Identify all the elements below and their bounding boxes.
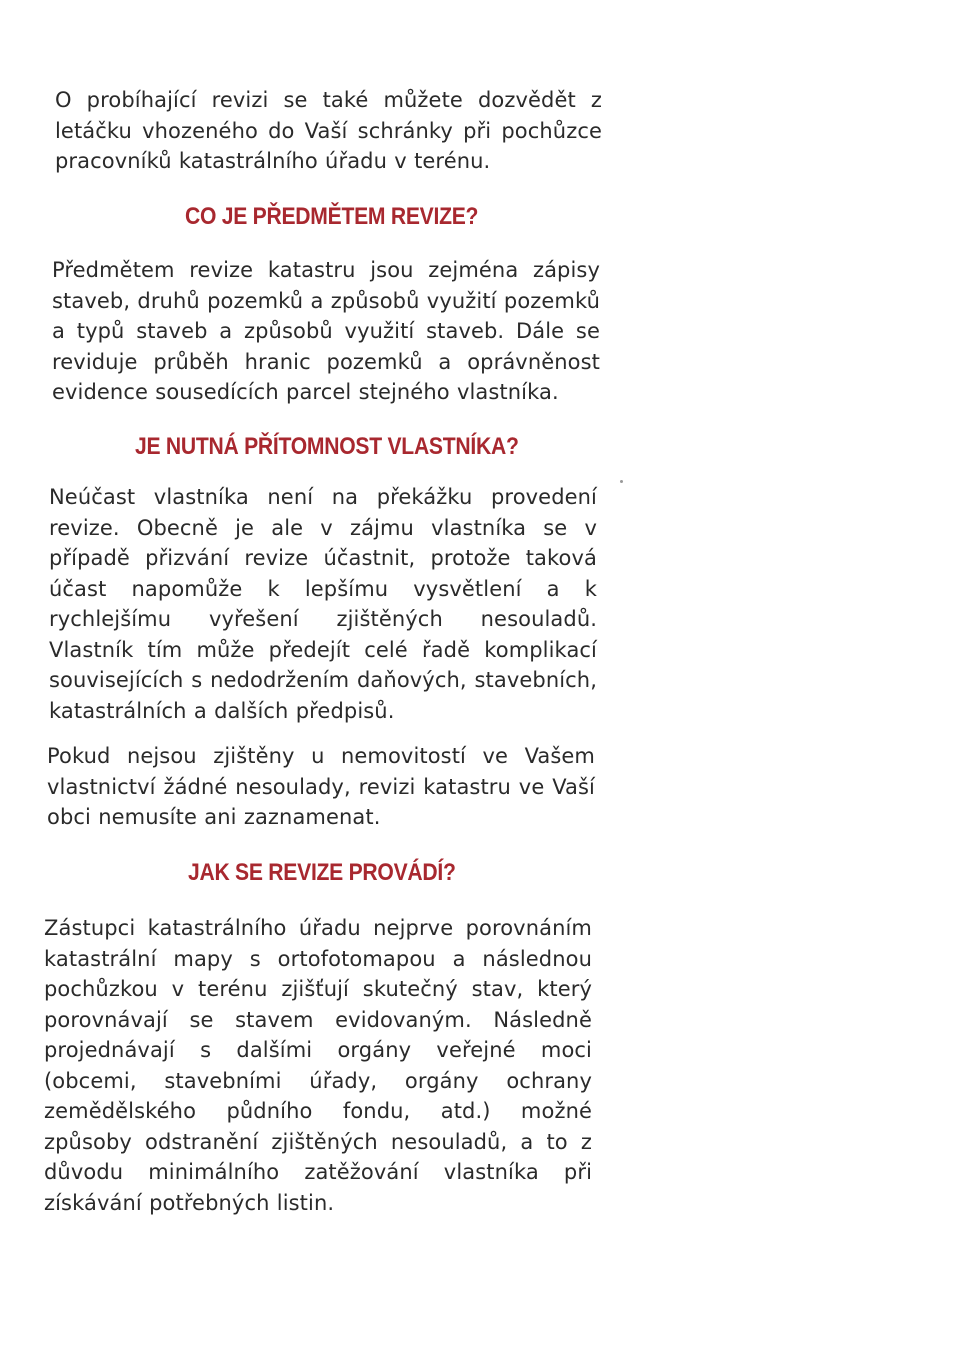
section-heading-procedure: JAK SE REVIZE PROVÁDÍ? bbox=[188, 859, 456, 886]
subject-paragraph: Předmětem revize katastru jsou zejména zápisy staveb, druhů pozemků a způsobů využití pozemků a typů staveb a způsobů využití staveb. Dále se reviduje průběh hranic pozemků a oprávněnost evidence sousedících parcel stejného vlastníka. bbox=[52, 258, 600, 404]
owner-presence-paragraph: Neúčast vlastníka není na překážku provedení revize. Obecně je ale v zájmu vlastníka se v případě přizvání revize účastnit, protože taková účast napomůže k lepšímu vysvětlení a k rychlejšímu vyřešení zjištěných nesouladů. Vlastník tím může předejít celé řadě komplikací souvisejících s nedodržením daňových, stavebních, katastrálních a dalších předpisů. bbox=[49, 485, 597, 723]
section-heading-subject: CO JE PŘEDMĚTEM REVIZE? bbox=[185, 203, 479, 230]
scan-speck bbox=[620, 480, 623, 483]
section-heading-owner-presence: JE NUTNÁ PŘÍTOMNOST VLASTNÍKA? bbox=[135, 433, 519, 460]
no-discrepancy-paragraph: Pokud nejsou zjištěny u nemovitostí ve Vašem vlastnictví žádné nesoulady, revizi katastru ve Vaší obci nemusíte ani zaznamenat. bbox=[47, 744, 595, 829]
procedure-paragraph: Zástupci katastrálního úřadu nejprve porovnáním katastrální mapy s ortofotomapou a následnou pochůzkou v terénu zjišťují skutečný stav, který porovnávají se stavem evidovaným. Následně projednávají s dalšími orgány veřejné moci (obcemi, stavebními úřady, orgány ochrany zemědělského půdního fondu, atd.) možné způsoby odstranění zjištěných nesouladů, a to z důvodu minimálního zatěžování vlastníka při získávání potřebných listin. bbox=[44, 916, 592, 1215]
intro-paragraph: O probíhající revizi se také můžete dozvědět z letáčku vhozeného do Vaší schránky při pochůzce pracovníků katastrálního úřadu v terénu. bbox=[55, 88, 602, 173]
